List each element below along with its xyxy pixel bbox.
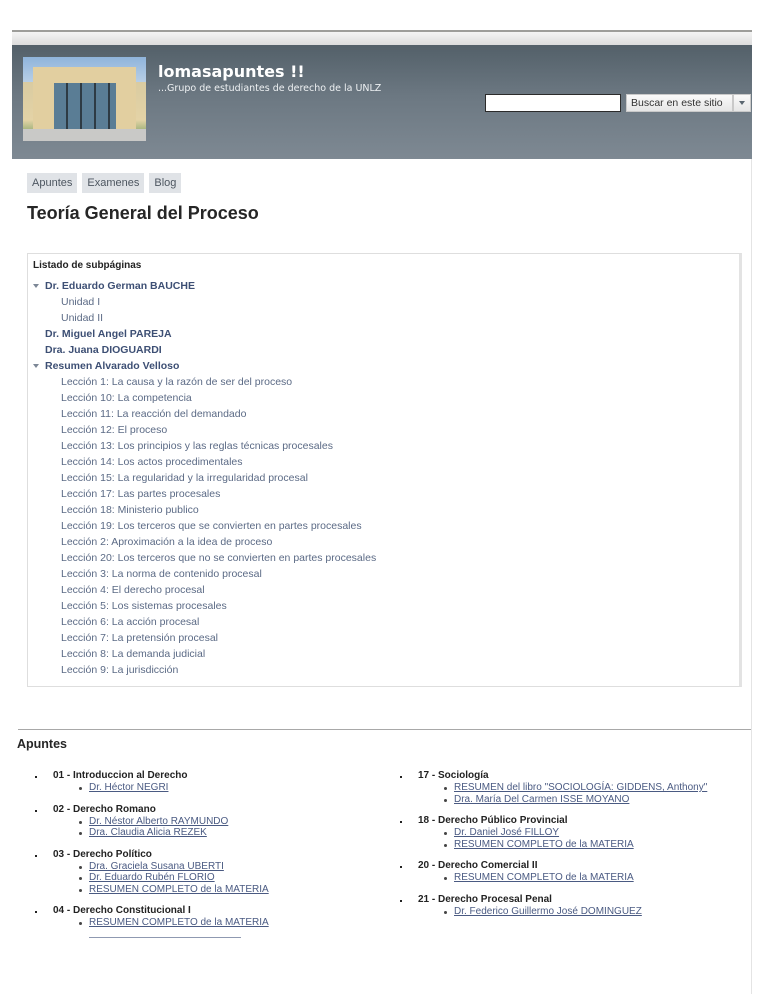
subpage-link[interactable] [32, 422, 732, 438]
subpage-link[interactable] [32, 486, 732, 502]
subpage-link[interactable] [32, 614, 732, 630]
subpage-link[interactable] [32, 662, 732, 678]
subpage-label: Dra. Juana DIOGUARDI [45, 344, 162, 356]
subpage-link[interactable] [32, 374, 732, 390]
subpage-link[interactable] [32, 390, 732, 406]
subpage-group[interactable] [32, 278, 732, 294]
site-header [12, 45, 752, 159]
subpage-label: Lección 9: La jurisdicción [61, 664, 179, 676]
subject-title: 01 - Introduccion al Derecho [32, 770, 372, 782]
search-input[interactable] [485, 94, 621, 112]
subpage-label: Lección 1: La causa y la razón de ser del proceso [61, 376, 293, 388]
subpage-link[interactable] [32, 582, 732, 598]
subject-item [32, 770, 372, 794]
subpage-label: Lección 4: El derecho procesal [61, 584, 205, 596]
subject-link[interactable]: Dra. María Del Carmen ISSE MOYANO [397, 794, 737, 806]
subpage-label: Lección 17: Las partes procesales [61, 488, 221, 500]
subpage-link[interactable] [32, 406, 732, 422]
subpages-listing [27, 253, 742, 687]
apuntes-right-column [397, 770, 737, 927]
subject-item [32, 804, 372, 839]
subject-title: 02 - Derecho Romano [32, 804, 372, 816]
subpage-label: Lección 11: La reacción del demandado [61, 408, 247, 420]
subpage-label: Lección 12: El proceso [61, 424, 168, 436]
subpage-label: Lección 7: La pretensión procesal [61, 632, 219, 644]
expand-triangle-icon[interactable] [33, 284, 39, 288]
subpage-label: Unidad II [61, 312, 104, 324]
subpage-group[interactable] [32, 326, 732, 342]
subject-item [397, 860, 737, 884]
nav-tab-blog[interactable]: Blog [149, 173, 181, 193]
search-button[interactable]: Buscar en este sitio [626, 94, 733, 112]
subpage-link[interactable] [32, 566, 732, 582]
subject-link[interactable]: RESUMEN COMPLETO de la MATERIA [397, 839, 737, 851]
site-logo-image[interactable] [23, 57, 146, 141]
subject-link[interactable]: RESUMEN COMPLETO de la MATERIA [32, 917, 372, 929]
subpage-label: Lección 6: La acción procesal [61, 616, 200, 628]
subpage-label: Resumen Alvarado Velloso [45, 360, 180, 372]
subject-link[interactable]: RESUMEN del libro "SOCIOLOGÍA: GIDDENS, Anthony" [397, 782, 737, 794]
logo-ground [23, 129, 146, 141]
subpage-label: Lección 10: La competencia [61, 392, 192, 404]
subpage-link[interactable] [32, 550, 732, 566]
top-strip [12, 30, 752, 45]
subpage-label: Dr. Eduardo German BAUCHE [45, 280, 195, 292]
subpages-title: Listado de subpáginas [33, 260, 142, 271]
subject-link[interactable]: Dr. Héctor NEGRI [32, 782, 372, 794]
subpage-link[interactable] [32, 534, 732, 550]
subject-title: 20 - Derecho Comercial II [397, 860, 737, 872]
page-title: Teoría General del Proceso [27, 203, 259, 223]
subject-link[interactable]: Dr. Néstor Alberto RAYMUNDO [32, 816, 372, 828]
subpage-link[interactable] [32, 310, 732, 326]
subject-item [32, 849, 372, 896]
subpage-label: Lección 8: La demanda judicial [61, 648, 206, 660]
subpage-link[interactable] [32, 502, 732, 518]
subject-title: 04 - Derecho Constitucional I [32, 905, 372, 917]
subject-link[interactable]: Dr. Federico Guillermo José DOMINGUEZ [397, 906, 737, 918]
subpage-label: Lección 13: Los principios y las reglas técnicas procesales [61, 440, 333, 452]
subject-link[interactable]: RESUMEN COMPLETO de la MATERIA [397, 872, 737, 884]
subpage-label: Lección 20: Los terceros que no se convierten en partes procesales [61, 552, 377, 564]
empty-link-underline[interactable] [89, 937, 241, 938]
logo-glass [54, 83, 116, 129]
apuntes-section-title: Apuntes [17, 737, 67, 751]
site-subtitle: ...Grupo de estudiantes de derecho de la UNLZ [158, 83, 382, 94]
subpage-link[interactable] [32, 438, 732, 454]
subpage-link[interactable] [32, 518, 732, 534]
subpage-link[interactable] [32, 454, 732, 470]
subject-title: 17 - Sociología [397, 770, 737, 782]
subject-link[interactable]: Dra. Graciela Susana UBERTI [32, 861, 372, 873]
subpage-link[interactable] [32, 646, 732, 662]
subpage-label: Dr. Miguel Angel PAREJA [45, 328, 172, 340]
subpage-label: Lección 2: Aproximación a la idea de proceso [61, 536, 273, 548]
subpage-label: Lección 14: Los actos procedimentales [61, 456, 243, 468]
search-options-chevron-down-icon[interactable] [733, 94, 751, 112]
subpage-group[interactable] [32, 342, 732, 358]
subject-link[interactable]: Dra. Claudia Alicia REZEK [32, 827, 372, 839]
subpage-link[interactable] [32, 294, 732, 310]
subpage-link[interactable] [32, 598, 732, 614]
subject-link[interactable]: RESUMEN COMPLETO de la MATERIA [32, 884, 372, 896]
subpage-label: Lección 19: Los terceros que se convierten en partes procesales [61, 520, 362, 532]
subject-link[interactable]: Dr. Daniel José FILLOY [397, 827, 737, 839]
subpage-group[interactable] [32, 358, 732, 374]
expand-triangle-icon[interactable] [33, 364, 39, 368]
subpage-label: Lección 5: Los sistemas procesales [61, 600, 227, 612]
nav-tab-apuntes[interactable]: Apuntes [27, 173, 77, 193]
subject-item [397, 894, 737, 918]
subpages-tree [32, 278, 732, 678]
subject-title: 18 - Derecho Público Provincial [397, 815, 737, 827]
subject-link[interactable]: Dr. Eduardo Rubén FLORIO [32, 872, 372, 884]
subject-item [397, 770, 737, 805]
subject-item [397, 815, 737, 850]
subpage-link[interactable] [32, 470, 732, 486]
subpage-label: Lección 18: Ministerio publico [61, 504, 199, 516]
section-divider [18, 729, 751, 730]
subject-title: 03 - Derecho Político [32, 849, 372, 861]
site-title[interactable]: lomasapuntes !! [158, 62, 305, 81]
subpage-label: Unidad I [61, 296, 101, 308]
subpage-link[interactable] [32, 630, 732, 646]
subject-title: 21 - Derecho Procesal Penal [397, 894, 737, 906]
subpage-label: Lección 15: La regularidad y la irregularidad procesal [61, 472, 308, 484]
apuntes-left-column [32, 770, 372, 948]
subject-item [32, 905, 372, 938]
subpage-label: Lección 3: La norma de contenido procesal [61, 568, 262, 580]
site-nav [27, 173, 181, 193]
nav-tab-examenes[interactable]: Examenes [82, 173, 144, 193]
